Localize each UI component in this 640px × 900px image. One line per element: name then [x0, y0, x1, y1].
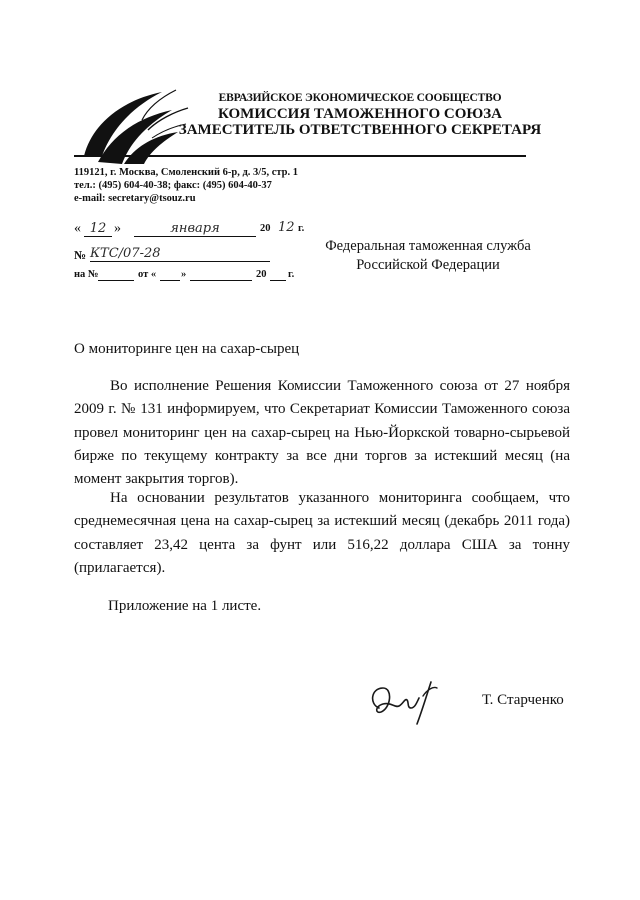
recipient-line1: Федеральная таможенная служба: [325, 238, 531, 254]
org-name-line2: КОМИССИЯ ТАМОЖЕННОГО СОЮЗА: [217, 106, 503, 122]
reply-number-blank: [98, 269, 134, 281]
handwritten-signature-icon: [365, 678, 445, 726]
org-name-line3: ЗАМЕСТИТЕЛЬ ОТВЕТСТВЕННОГО СЕКРЕТАРЯ: [178, 122, 542, 138]
signer-name: Т. Старченко: [482, 692, 564, 708]
registration-number: [74, 246, 274, 264]
registration-date: [74, 220, 304, 238]
date-month: января: [134, 221, 256, 237]
reply-number-label: на №: [74, 269, 99, 280]
date-year-suffix: г.: [298, 223, 305, 234]
date-day: 12: [84, 221, 112, 237]
phone-fax-line: тел.: (495) 604-40-38; факс: (495) 604-40-37: [74, 180, 272, 191]
reply-year-suffix: г.: [288, 269, 295, 280]
number-label: №: [74, 248, 87, 262]
reply-year-prefix: 20: [256, 269, 267, 280]
date-quote-close: »: [114, 221, 121, 236]
body-paragraph-1: [74, 375, 570, 491]
header-divider: [74, 155, 526, 157]
reply-day-blank: [160, 269, 180, 281]
email-line: e-mail: secretary@tsouz.ru: [74, 193, 196, 204]
paragraph-text: Во исполнение Решения Комиссии Таможенного союза от 27 ноября 2009 г. № 131 информируем, что Секретариат Комиссии Таможенного союза провел мониторинг цен на сахар-сырец на Нью-Йоркской товарно-сырьевой бирже по текущему контракту за все дни торгов за истекший месяц (на момент закрытия торгов).: [74, 378, 570, 488]
letter-subject: О мониторинге цен на сахар-сырец: [74, 341, 300, 357]
date-year: 12: [278, 220, 295, 235]
reply-year-blank: [270, 269, 286, 281]
body-paragraph-2: [74, 487, 570, 580]
reply-month-blank: [190, 269, 252, 281]
date-quote-open: «: [74, 221, 81, 236]
enclosure-note: Приложение на 1 листе.: [108, 598, 262, 614]
date-year-prefix: 20: [260, 223, 271, 234]
recipient-block: [318, 237, 538, 275]
reply-from-label: от «: [138, 269, 157, 280]
reply-reference: [74, 269, 314, 285]
number-value: КТС/07-28: [90, 246, 270, 262]
org-name-line1: ЕВРАЗИЙСКОЕ ЭКОНОМИЧЕСКОЕ СООБЩЕСТВО: [218, 92, 502, 104]
address-line: 119121, г. Москва, Смоленский 6-р, д. 3/5, стр. 1: [74, 167, 299, 178]
recipient-line2: Российской Федерации: [356, 257, 500, 273]
reply-quote-close: »: [181, 269, 187, 280]
paragraph-text: На основании результатов указанного мониторинга сообщаем, что среднемесячная цена на сахар-сырец за истекший месяц (декабрь 2011 года) составляет 23,42 цента за фунт или 516,22 доллара США за тонну (прилагается).: [74, 490, 570, 576]
